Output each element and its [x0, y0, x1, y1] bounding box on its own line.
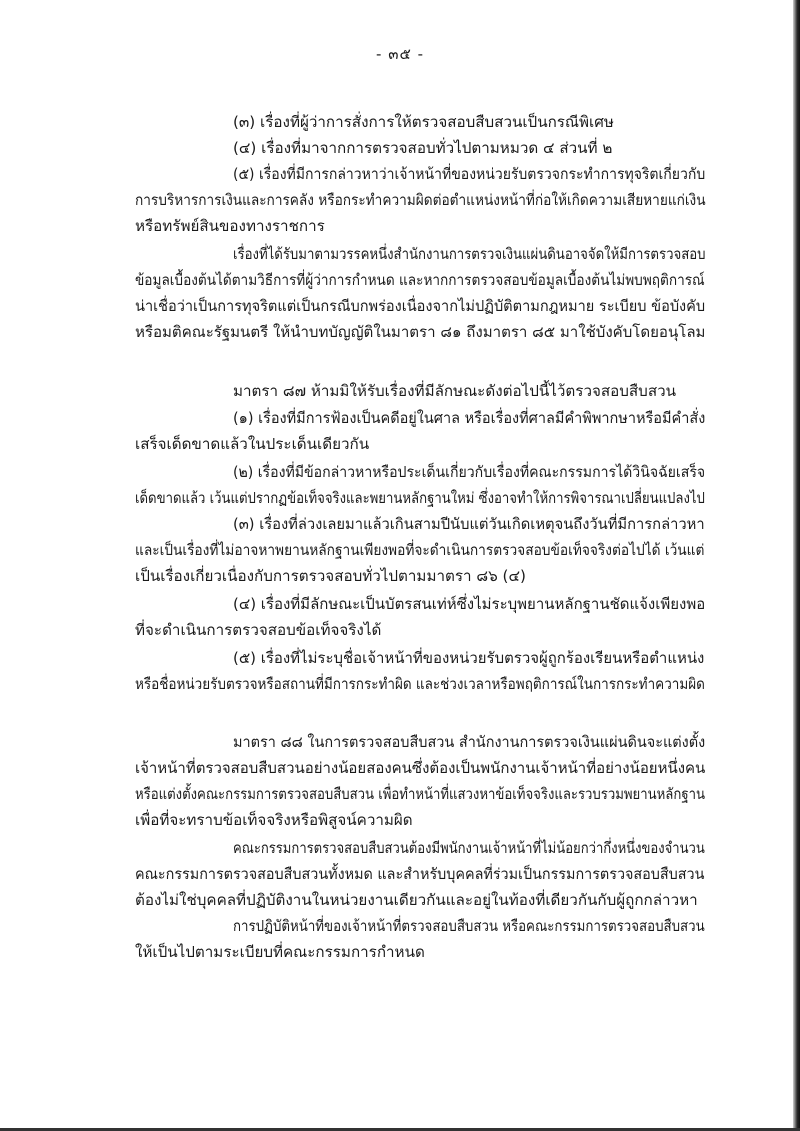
text-line: เพื่อที่จะทราบข้อเท็จจริงหรือพิสูจน์ความผิด: [135, 811, 413, 829]
text-line: เป็นเรื่องเกี่ยวเนื่องกับการตรวจสอบทั่วไปตามมาตรา ๘๖ (๔): [135, 567, 526, 585]
text-line: ที่จะดำเนินการตรวจสอบข้อเท็จจริงได้: [135, 621, 382, 639]
text-line: เด็ดขาดแล้ว เว้นแต่ปรากฏข้อเท็จจริงและพยานหลักฐานใหม่ ซึ่งอาจทำให้การพิจารณาเปลี่ยนแปลงไป: [135, 489, 705, 507]
text-line: หรือมติคณะรัฐมนตรี ให้นำบทบัญญัติในมาตรา ๘๑ ถึงมาตรา ๘๕ มาใช้บังคับโดยอนุโลม: [135, 323, 706, 341]
text-line: คณะกรรมการตรวจสอบสืบสวนต้องมีพนักงานเจ้าหน้าที่ไม่น้อยกว่ากึ่งหนึ่งของจำนวน: [233, 839, 705, 857]
text-line: น่าเชื่อว่าเป็นการทุจริตแต่เป็นกรณีบกพร่องเนื่องจากไม่ปฏิบัติตามกฎหมาย ระเบียบ ข้อบังคับ: [135, 297, 706, 315]
text-line: (๒) เรื่องที่มีข้อกล่าวหาหรือประเด็นเกี่ยวกับเรื่องที่คณะกรรมการได้วินิจฉัยเสร็จ: [233, 463, 706, 481]
text-line: หรือชื่อหน่วยรับตรวจหรือสถานที่มีการกระทำผิด และช่วงเวลาหรือพฤติการณ์ในการกระทำความผิด: [135, 675, 705, 693]
text-line: ให้เป็นไปตามระเบียบที่คณะกรรมการกำหนด: [135, 943, 425, 961]
text-line: ข้อมูลเบื้องต้นได้ตามวิธีการที่ผู้ว่าการกำหนด และหากการตรวจสอบข้อมูลเบื้องต้นไม่พบพฤติการณ์: [135, 271, 705, 289]
text-line: เสร็จเด็ดขาดแล้วในประเด็นเดียวกัน: [135, 435, 370, 453]
section-heading: มาตรา ๘๘ ในการตรวจสอบสืบสวน สำนักงานการตรวจเงินแผ่นดินจะแต่งตั้ง: [233, 733, 706, 751]
scan-edge-right: [793, 0, 800, 1131]
text-line: เจ้าหน้าที่ตรวจสอบสืบสวนอย่างน้อยสองคนซึ่งต้องเป็นพนักงานเจ้าหน้าที่อย่างน้อยหนึ่งคน: [135, 759, 706, 777]
text-line: (๔) เรื่องที่มาจากการตรวจสอบทั่วไปตามหมวด ๔ ส่วนที่ ๒: [233, 139, 613, 157]
text-line: หรือแต่งตั้งคณะกรรมการตรวจสอบสืบสวน เพื่อทำหน้าที่แสวงหาข้อเท็จจริงและรวบรวมพยานหลักฐาน: [135, 785, 705, 803]
text-line: (๔) เรื่องที่มีลักษณะเป็นบัตรสนเท่ห์ซึ่งไม่ระบุพยานหลักฐานชัดแจ้งเพียงพอ: [233, 595, 706, 613]
text-line: ต้องไม่ใช่บุคคลที่ปฏิบัติงานในหน่วยงานเดียวกันและอยู่ในท้องที่เดียวกันกับผู้ถูกกล่าวหา: [135, 891, 698, 909]
text-line: การบริหารการเงินและการคลัง หรือกระทำความผิดต่อตำแหน่งหน้าที่ก่อให้เกิดความเสียหายแก่เงิน: [135, 191, 706, 209]
text-line: (๓) เรื่องที่ล่วงเลยมาแล้วเกินสามปีนับแต่วันเกิดเหตุจนถึงวันที่มีการกล่าวหา: [233, 515, 705, 533]
page-number: - ๓๕ -: [376, 45, 424, 63]
text-line: การปฏิบัติหน้าที่ของเจ้าหน้าที่ตรวจสอบสืบสวน หรือคณะกรรมการตรวจสอบสืบสวน: [233, 917, 705, 935]
text-line: (๕) เรื่องที่ไม่ระบุชื่อเจ้าหน้าที่ของหน่วยรับตรวจผู้ถูกร้องเรียนหรือตำแหน่ง: [233, 649, 705, 667]
text-line: หรือทรัพย์สินของทางราชการ: [135, 217, 325, 235]
text-line: คณะกรรมการตรวจสอบสืบสวนทั้งหมด และสำหรับบุคคลที่ร่วมเป็นกรรมการตรวจสอบสืบสวน: [135, 865, 705, 883]
text-line: (๓) เรื่องที่ผู้ว่าการสั่งการให้ตรวจสอบสืบสวนเป็นกรณีพิเศษ: [233, 113, 614, 131]
section-heading: มาตรา ๘๗ ห้ามมิให้รับเรื่องที่มีลักษณะดังต่อไปนี้ไว้ตรวจสอบสืบสวน: [233, 382, 676, 400]
text-line: (๑) เรื่องที่มีการฟ้องเป็นคดีอยู่ในศาล หรือเรื่องที่ศาลมีคำพิพากษาหรือมีคำสั่ง: [233, 409, 706, 427]
text-line: เรื่องที่ได้รับมาตามวรรคหนึ่งสำนักงานการตรวจเงินแผ่นดินอาจจัดให้มีการตรวจสอบ: [233, 245, 706, 263]
text-line: (๕) เรื่องที่มีการกล่าวหาว่าเจ้าหน้าที่ของหน่วยรับตรวจกระทำการทุจริตเกี่ยวกับ: [233, 165, 706, 183]
text-line: และเป็นเรื่องที่ไม่อาจหาพยานหลักฐานเพียงพอที่จะดำเนินการตรวจสอบข้อเท็จจริงต่อไปได้ เว้นแต่: [135, 541, 705, 559]
